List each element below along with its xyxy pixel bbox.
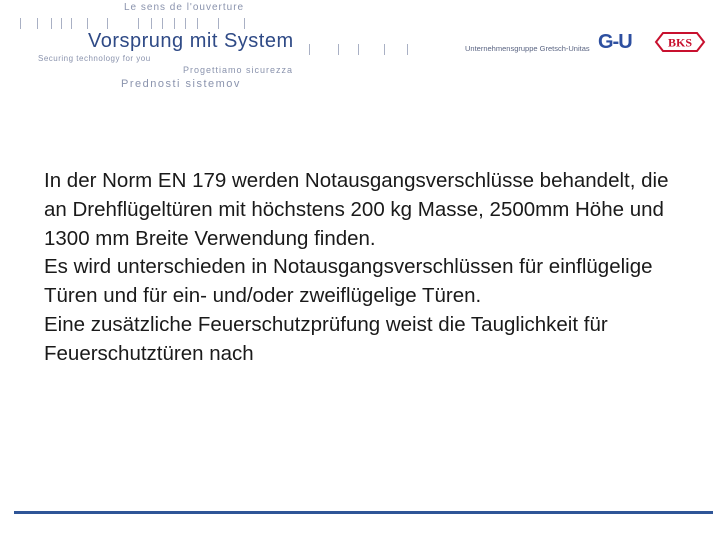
slide-header (0, 0, 720, 100)
svg-text:BKS: BKS (667, 35, 693, 50)
tick-mark (185, 18, 186, 29)
tick-mark (197, 18, 198, 29)
tick-mark (218, 18, 219, 29)
slide-body (44, 167, 694, 369)
tick-mark (309, 44, 310, 55)
tick-mark (138, 18, 139, 29)
tagline-main: Vorsprung mit System (88, 30, 294, 52)
company-group-name: Unternehmensgruppe Gretsch-Unitas (465, 44, 590, 53)
body-paragraph: Eine zusätzliche Feuerschutzprüfung weist die Tauglichkeit für Feuerschutztüren nach (44, 312, 608, 365)
tick-mark (37, 18, 38, 29)
tick-mark (20, 18, 21, 29)
tick-mark (174, 18, 175, 29)
bks-logo (654, 31, 706, 53)
tick-mark (358, 44, 359, 55)
tick-mark (107, 18, 108, 29)
tick-mark (71, 18, 72, 29)
tick-mark (384, 44, 385, 55)
tagline-italian: Progettiamo sicurezza (183, 65, 294, 75)
tick-mark (338, 44, 339, 55)
body-paragraph: Es wird unterschieden in Notausgangsverschlüssen für einflügelige Türen und für ein- und/oder zweiflügelige Türen. (44, 255, 653, 308)
footer-divider (14, 511, 713, 514)
tick-mark (244, 18, 245, 29)
tick-mark (407, 44, 408, 55)
tagline-french: Le sens de l'ouverture (124, 2, 245, 13)
tick-mark (87, 18, 88, 29)
tick-mark (151, 18, 152, 29)
tagline-croatian: Prednosti sistemov (121, 78, 241, 90)
gu-logo: G-U (598, 31, 632, 53)
tagline-english: Securing technology for you (38, 54, 151, 63)
tick-mark (162, 18, 163, 29)
tick-mark (51, 18, 52, 29)
tick-mark (61, 18, 62, 29)
body-paragraph: In der Norm EN 179 werden Notausgangsverschlüsse behandelt, die an Drehflügeltüren mit höchstens 200 kg Masse, 2500mm Höhe und 1300 mm Breite Verwendung finden. (44, 169, 669, 250)
